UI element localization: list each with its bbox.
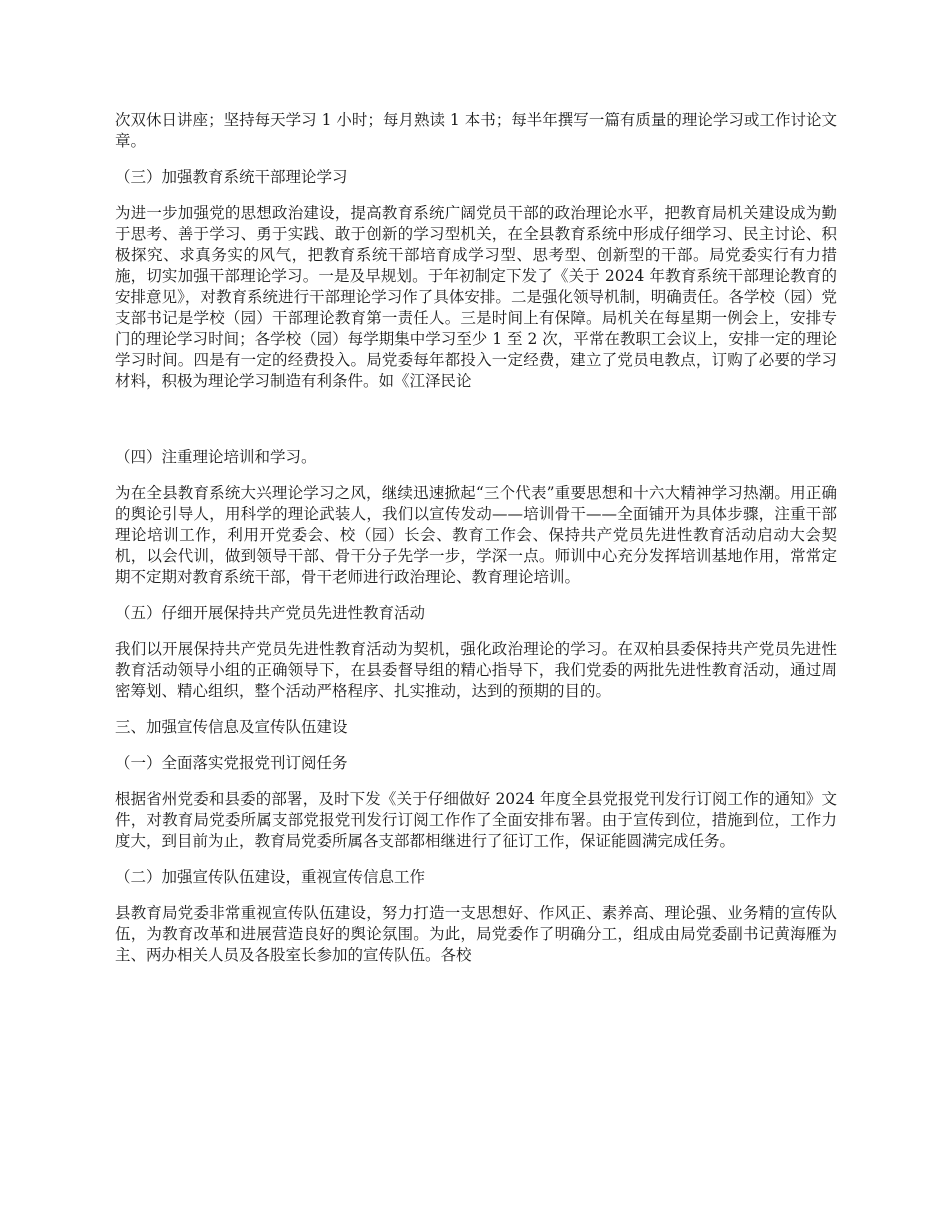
heading-section-5: （五）仔细开展保持共产党员先进性教育活动 <box>115 604 426 622</box>
paragraph-cadre-theory-study: 为进一步加强党的思想政治建设，提高教育系统广阔党员干部的政治理论水平，把教育局机关建设成为勤于思考、善于学习、勇于实践、敢于创新的学习型机关，在全县教育系统中形成仔细学习、民主讨论、积极探究、求真务实的风气，把教育系统干部培育成学习型、思考型、创新型的干部。局党委实行有力措施，切实加强干部理论学习。一是及早规划。于年初制定下发了《关于 2024 年教育系统干部理论教育的安排意见》，对教育系统进行干部理论学习作了具体安排。二是强化领导机制，明确责任。各学校（园）党支部书记是学校（园）干部理论教育第一责任人。三是时间上有保障。局机关在每星期一例会上，安排专门的理论学习时间；各学校（园）每学期集中学习至少 1 至 2 次，平常在教职工会议上，安排一定的理论学习时间。四是有一定的经费投入。局党委每年都投入一定经费，建立了党员电教点，订购了必要的学习材料，积极为理论学习制造有利条件。如《江泽民论 <box>115 204 837 390</box>
paragraph-study-requirements: 次双休日讲座；坚持每天学习 1 小时；每月熟读 1 本书；每半年撰写一篇有质量的理论学习或工作讨论文章。 <box>115 111 837 150</box>
heading-subsection-2: （二）加强宣传队伍建设，重视宣传信息工作 <box>115 868 426 886</box>
document-page <box>115 110 837 981</box>
paragraph-advanced-education: 我们以开展保持共产党员先进性教育活动为契机，强化政治理论的学习。在双柏县委保持共产党员先进性教育活动领导小组的正确领导下，在县委督导组的精心指导下，我们党委的两批先进性教育活动，通过周密筹划、精心组织，整个活动严格程序、扎实推动，达到的预期的目的。 <box>115 640 837 700</box>
heading-section-3: （三）加强教育系统干部理论学习 <box>115 168 348 186</box>
paragraph-publicity-team: 县教育局党委非常重视宣传队伍建设，努力打造一支思想好、作风正、素养高、理论强、业务精的宣传队伍，为教育改革和进展营造良好的舆论氛围。为此，局党委作了明确分工，组成由局党委副书记黄海雁为主、两办相关人员及各股室长参加的宣传队伍。各校 <box>115 904 837 964</box>
paragraph-theory-training: 为在全县教育系统大兴理论学习之风，继续迅速掀起“三个代表”重要思想和十六大精神学习热潮。用正确的舆论引导人，用科学的理论武装人，我们以宣传发动——培训骨干——全面铺开为具体步骤，注重干部理论培训工作，利用开党委会、校（园）长会、教育工作会、保持共产党员先进性教育活动启动大会契机，以会代训，做到领导干部、骨干分子先学一步，学深一点。师训中心充分发挥培训基地作用，常常定期不定期对教育系统干部，骨干老师进行政治理论、教育理论培训。 <box>115 484 837 586</box>
page-gap <box>115 407 837 447</box>
heading-part-3: 三、加强宣传信息及宣传队伍建设 <box>115 718 348 736</box>
paragraph-subscription: 根据省州党委和县委的部署，及时下发《关于仔细做好 2024 年度全县党报党刊发行订阅工作的通知》文件，对教育局党委所属支部党报党刊发行订阅工作作了全面安排布署。由于宣传到位，措施到位，工作力度大，到目前为止，教育局党委所属各支部都相继进行了征订工作，保证能圆满完成任务。 <box>115 790 837 850</box>
heading-subsection-1: （一）全面落实党报党刊订阅任务 <box>115 754 348 772</box>
heading-section-4: （四）注重理论培训和学习。 <box>115 448 317 466</box>
